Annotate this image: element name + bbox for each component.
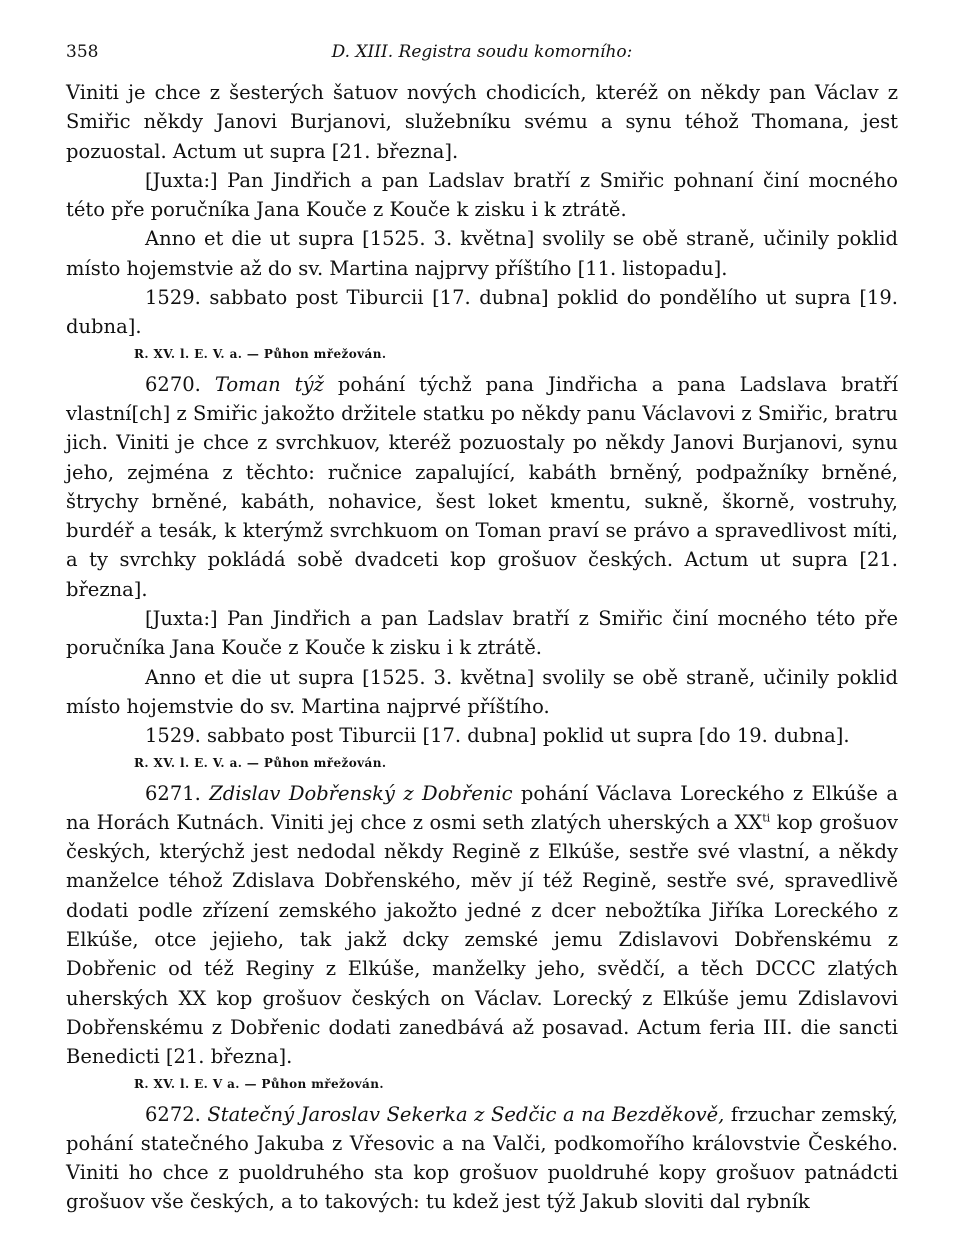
paragraph: 1529. sabbato post Tiburcii [17. dubna] poklid ut supra [do 19. dubna]. <box>145 724 850 748</box>
paragraph: [Juxta:] Pan Jindřich a pan Ladslav bratří z Smiřic pohnaní činí mocného této pře poručníka Jana Kouče z Kouče k zisku i k ztrátě. <box>66 168 898 222</box>
entry-text: frzuchar zemský, pohání statečného Jakuba z Vřesovic a na Valči, podkomořího královstvie Českého. Viniti ho chce z puoldruhého sta kop grošuov puoldruhé kopy grošuov patnádcti grošuov vše českých, a to takových: tu kdež jest týž Jakub sloviti dal rybník <box>66 1102 899 1214</box>
entry-party: Toman týž <box>214 372 324 396</box>
superscript: ti <box>762 811 771 825</box>
entry-text: pohání týchž pana Jindřicha a pana Ladslava bratří vlastní[ch] z Smiřic jakožto držitele statku po někdy panu Václavovi z Smiřic, bratru jich. Viniti je chce z svrchkuov, kteréž pozuostaly po někdy Janovi Burjanovi, synu jeho, zejména z těchto: ručnice zapalující, kabáth brněný, podpažníky brněné, štrychy brněné, kabáth, nohavice, šest loket kmentu, sukně, škorně, vostruhy, burdéř a tesák, k kterýmž svrchkuom on Toman praví se právo a spravedlivost míti, a ty svrchky pokládá sobě dvadceti kop grošuov českých. Actum ut supra [21. března]. <box>66 372 898 601</box>
document-page <box>66 30 898 1217</box>
entry-party: Statečný Jaroslav Sekerka z Sedčic a na Bezděkově, <box>207 1102 725 1126</box>
entry-number: 6270. <box>145 372 201 396</box>
paragraph: Viniti je chce z šesterých šatuov nových chodicích, kteréž on někdy pan Václav z Smiřic někdy Janovi Burjanovi, služebníku svému a synu téhož Thomana, jest pozuostal. Actum ut supra [21. března]. <box>66 81 898 163</box>
page-header <box>66 30 898 70</box>
registry-note: R. XV. l. E. V. a. — Půhon mřežován. <box>134 755 387 770</box>
registry-note: R. XV. l. E. V a. — Půhon mřežován. <box>134 1076 384 1091</box>
page-number: 358 <box>66 42 99 62</box>
entry-number: 6272. <box>145 1102 201 1126</box>
entry-text: pohání Václava Loreckého z Elkúše a na Horách Kutnách. Viniti jej chce z osmi seth zlatých uherských a XX <box>66 781 898 834</box>
running-title: D. XIII. Registra soudu komorního: <box>331 42 633 62</box>
paragraph: 1529. sabbato post Tiburcii [17. dubna] poklid do pondělího ut supra [19. dubna]. <box>66 286 898 339</box>
paragraph: Anno et die ut supra [1525. 3. května] svolily se obě straně, učinily poklid místo hojemstvie až do sv. Martina najprvy příštího [11. listopadu]. <box>66 227 898 280</box>
entry-party: Zdislav Dobřenský z Dobřenic <box>209 781 513 805</box>
entry-6270 <box>66 370 898 604</box>
registry-note: R. XV. l. E. V. a. — Půhon mřežován. <box>134 346 387 361</box>
paragraph: Anno et die ut supra [1525. 3. května] svolily se obě straně, učinily poklid místo hojemstvie do sv. Martina najprvé příštího. <box>66 665 898 718</box>
entry-text: kop grošuov českých, kterýchž jest nedodal někdy Regině z Elkúše, sestře své vlastní, a někdy manželce téhož Zdislava Dobřenského, měv jí též Regině, sestře své, spravedlivě dodati podle zřízení zemského jakožto jedné z dcer nebožtíka Jiříka Loreckého z Elkúše, otce jejieho, tak jakž dcky zemské jemu Zdislavovi Dobřenskému z Dobřenic od též Reginy z Elkúše, manželky jeho, svědčí, a těch DCCC zlatých uherských XX kop grošuov českých on Václav. Lorecký z Elkúše jemu Zdislavovi Dobřenskému z Dobřenic dodati zanedbává až posavad. Actum feria III. die sancti Benedicti [21. března]. <box>66 810 898 1069</box>
entry-6272 <box>66 1100 898 1217</box>
entry-number: 6271. <box>145 781 201 805</box>
paragraph: [Juxta:] Pan Jindřich a pan Ladslav bratří z Smiřic činí mocného této pře poručníka Jana Kouče z Kouče k zisku i k ztrátě. <box>66 607 898 660</box>
entry-6271 <box>66 779 898 1072</box>
